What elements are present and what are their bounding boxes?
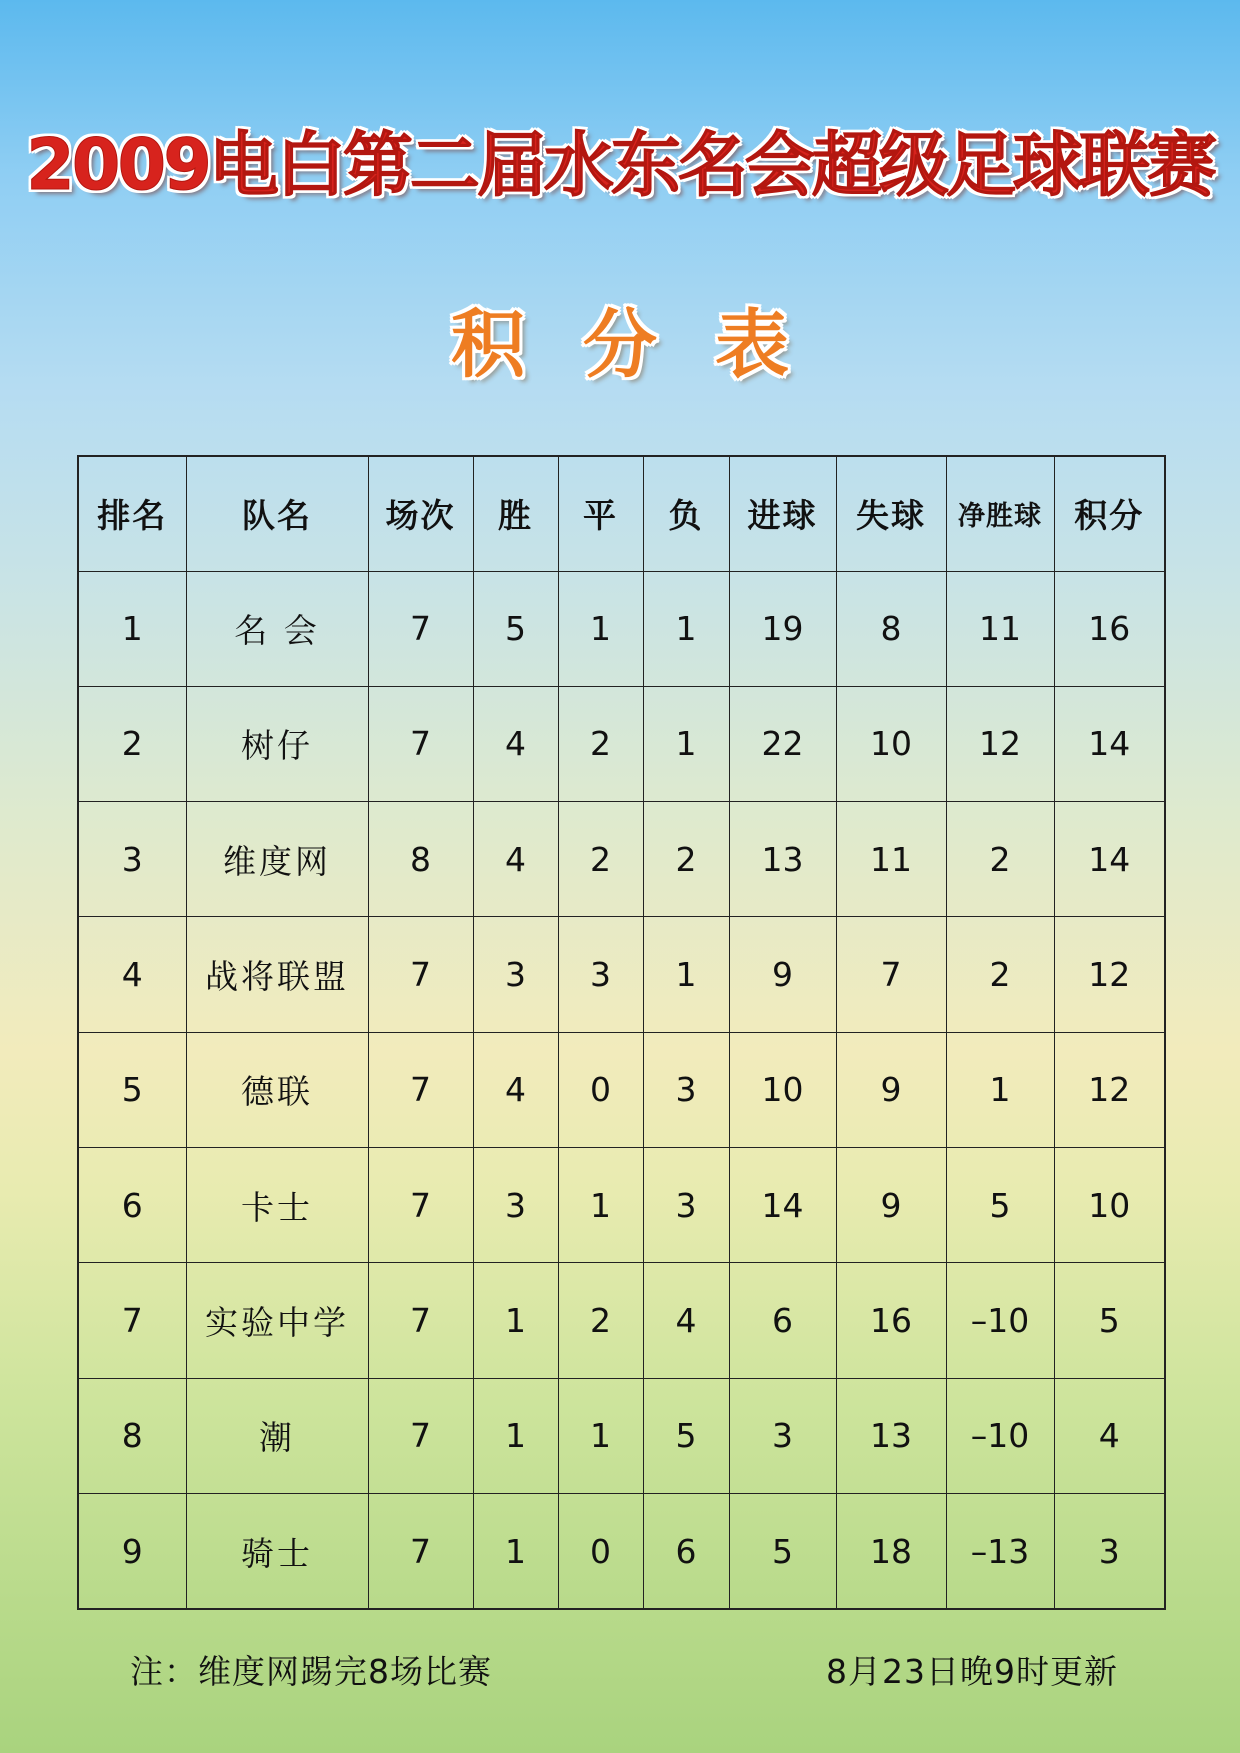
- drawn-cell: 3: [558, 917, 643, 1032]
- team-cell: 名 会: [186, 571, 368, 686]
- lost-cell: 6: [643, 1494, 729, 1609]
- goals-for-cell: 5: [729, 1494, 836, 1609]
- goals-for-cell: 19: [729, 571, 836, 686]
- won-cell: 4: [473, 802, 558, 917]
- played-cell: 7: [368, 686, 473, 801]
- played-cell: 7: [368, 1148, 473, 1263]
- table-row: [78, 917, 1165, 1032]
- won-cell: 1: [473, 1494, 558, 1609]
- team-cell: 德联: [186, 1032, 368, 1147]
- goals-for-cell: 9: [729, 917, 836, 1032]
- rank-cell: 8: [78, 1378, 186, 1493]
- header-lost: 负: [643, 456, 729, 571]
- lost-cell: 2: [643, 802, 729, 917]
- goals-against-cell: 10: [836, 686, 946, 801]
- page-subtitle: 积分表: [451, 302, 847, 388]
- lost-cell: 1: [643, 571, 729, 686]
- table-row: [78, 1494, 1165, 1609]
- goals-against-cell: 8: [836, 571, 946, 686]
- table-row: [78, 802, 1165, 917]
- won-cell: 5: [473, 571, 558, 686]
- won-cell: 4: [473, 1032, 558, 1147]
- drawn-cell: 0: [558, 1032, 643, 1147]
- goals-against-cell: 7: [836, 917, 946, 1032]
- header-goals-against: 失球: [836, 456, 946, 571]
- lost-cell: 5: [643, 1378, 729, 1493]
- header-won: 胜: [473, 456, 558, 571]
- lost-cell: 1: [643, 686, 729, 801]
- goal-difference-cell: 2: [946, 917, 1054, 1032]
- goals-against-cell: 9: [836, 1032, 946, 1147]
- header-drawn: 平: [558, 456, 643, 571]
- table-body: [78, 571, 1165, 1609]
- lost-cell: 4: [643, 1263, 729, 1378]
- header-goals-for: 进球: [729, 456, 836, 571]
- rank-cell: 5: [78, 1032, 186, 1147]
- played-cell: 7: [368, 917, 473, 1032]
- team-cell: 树仔: [186, 686, 368, 801]
- goals-for-cell: 10: [729, 1032, 836, 1147]
- goals-for-cell: 14: [729, 1148, 836, 1263]
- update-time: 8月23日晚9时更新: [826, 1652, 1118, 1691]
- rank-cell: 9: [78, 1494, 186, 1609]
- rank-cell: 1: [78, 571, 186, 686]
- drawn-cell: 1: [558, 1148, 643, 1263]
- footer-note: 注：维度网踢完8场比赛: [130, 1652, 492, 1691]
- team-cell: 卡士: [186, 1148, 368, 1263]
- drawn-cell: 0: [558, 1494, 643, 1609]
- team-cell: 实验中学: [186, 1263, 368, 1378]
- played-cell: 7: [368, 1378, 473, 1493]
- standings-table: [77, 455, 1166, 1610]
- goal-difference-cell: –10: [946, 1263, 1054, 1378]
- rank-cell: 4: [78, 917, 186, 1032]
- points-cell: 10: [1054, 1148, 1165, 1263]
- page-title: 2009电白第二届水东名会超级足球联赛: [26, 124, 1214, 206]
- drawn-cell: 2: [558, 1263, 643, 1378]
- points-cell: 14: [1054, 686, 1165, 801]
- won-cell: 3: [473, 1148, 558, 1263]
- drawn-cell: 1: [558, 571, 643, 686]
- table-row: [78, 686, 1165, 801]
- points-cell: 5: [1054, 1263, 1165, 1378]
- goal-difference-cell: –13: [946, 1494, 1054, 1609]
- header-points: 积分: [1054, 456, 1165, 571]
- team-cell: 骑士: [186, 1494, 368, 1609]
- team-cell: 战将联盟: [186, 917, 368, 1032]
- points-cell: 14: [1054, 802, 1165, 917]
- goals-against-cell: 13: [836, 1378, 946, 1493]
- played-cell: 7: [368, 1032, 473, 1147]
- table-row: [78, 1378, 1165, 1493]
- played-cell: 8: [368, 802, 473, 917]
- won-cell: 1: [473, 1263, 558, 1378]
- won-cell: 4: [473, 686, 558, 801]
- goals-against-cell: 11: [836, 802, 946, 917]
- table-row: [78, 1032, 1165, 1147]
- rank-cell: 7: [78, 1263, 186, 1378]
- rank-cell: 3: [78, 802, 186, 917]
- table-row: [78, 1148, 1165, 1263]
- points-cell: 4: [1054, 1378, 1165, 1493]
- rank-cell: 2: [78, 686, 186, 801]
- goal-difference-cell: 5: [946, 1148, 1054, 1263]
- header-rank: 排名: [78, 456, 186, 571]
- played-cell: 7: [368, 1494, 473, 1609]
- goal-difference-cell: 2: [946, 802, 1054, 917]
- table-row: [78, 571, 1165, 686]
- header-played: 场次: [368, 456, 473, 571]
- goals-for-cell: 13: [729, 802, 836, 917]
- goals-against-cell: 18: [836, 1494, 946, 1609]
- won-cell: 1: [473, 1378, 558, 1493]
- table-row: [78, 1263, 1165, 1378]
- goal-difference-cell: 11: [946, 571, 1054, 686]
- points-cell: 3: [1054, 1494, 1165, 1609]
- goals-for-cell: 3: [729, 1378, 836, 1493]
- header-team: 队名: [186, 456, 368, 571]
- won-cell: 3: [473, 917, 558, 1032]
- lost-cell: 3: [643, 1032, 729, 1147]
- goal-difference-cell: –10: [946, 1378, 1054, 1493]
- drawn-cell: 2: [558, 686, 643, 801]
- goals-for-cell: 6: [729, 1263, 836, 1378]
- points-cell: 12: [1054, 917, 1165, 1032]
- drawn-cell: 2: [558, 802, 643, 917]
- goals-against-cell: 9: [836, 1148, 946, 1263]
- drawn-cell: 1: [558, 1378, 643, 1493]
- points-cell: 12: [1054, 1032, 1165, 1147]
- header-row: [78, 456, 1165, 571]
- team-cell: 维度网: [186, 802, 368, 917]
- team-cell: 潮: [186, 1378, 368, 1493]
- goal-difference-cell: 12: [946, 686, 1054, 801]
- points-cell: 16: [1054, 571, 1165, 686]
- goals-against-cell: 16: [836, 1263, 946, 1378]
- played-cell: 7: [368, 571, 473, 686]
- header-goal-difference: 净胜球: [946, 456, 1054, 571]
- lost-cell: 3: [643, 1148, 729, 1263]
- lost-cell: 1: [643, 917, 729, 1032]
- goals-for-cell: 22: [729, 686, 836, 801]
- rank-cell: 6: [78, 1148, 186, 1263]
- goal-difference-cell: 1: [946, 1032, 1054, 1147]
- played-cell: 7: [368, 1263, 473, 1378]
